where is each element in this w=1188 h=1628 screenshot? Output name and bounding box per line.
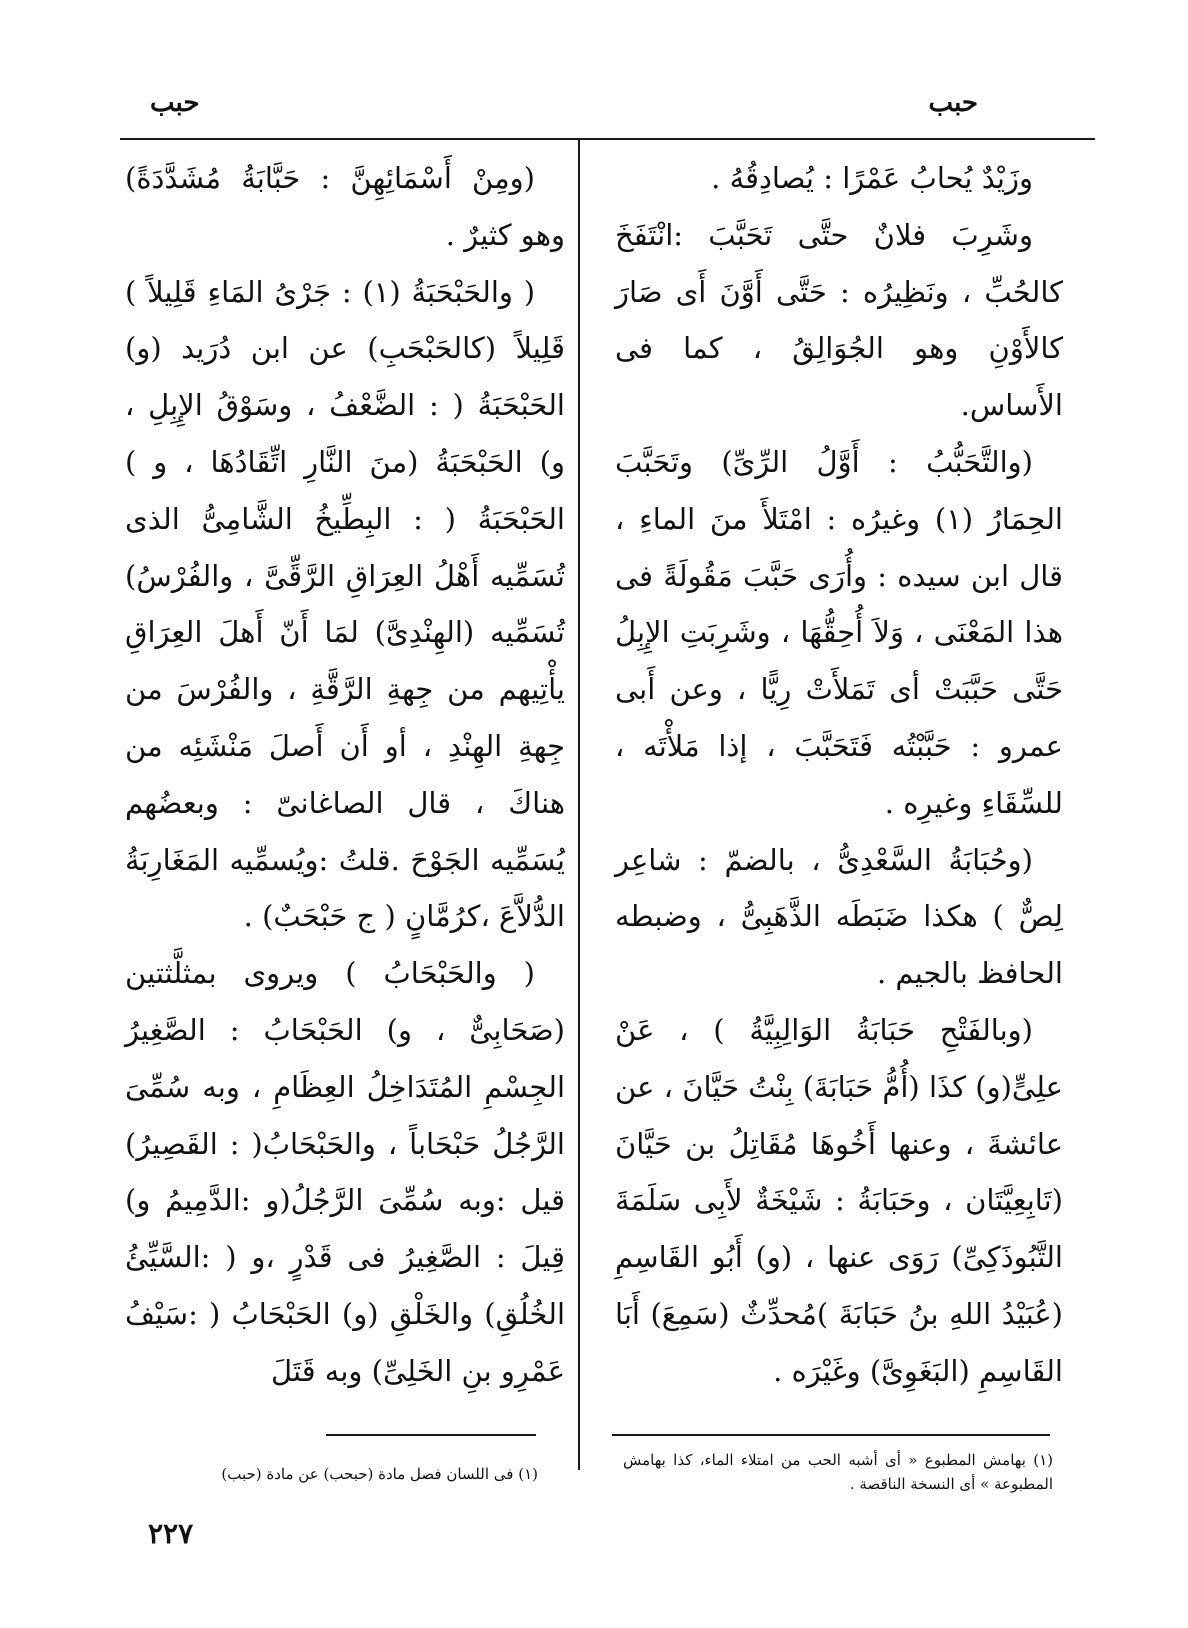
page-number: ٢٢٧ (148, 1517, 194, 1550)
paragraph: (وحُبَابَةُ السَّعْدِىُّ ، بالضمّ : شاعِر لِصٌّ ) هكذا ضَبَطَه الذَّهَبِىُّ ، وضبطه الحافظ بالجيم . (615, 842, 1063, 991)
paragraph: (ومِنْ أَسْمَائِهِنَّ : حَبَّابَةُ مُشَدَّدَةً) وهو كثيرٌ . (125, 161, 565, 252)
page-header-right: حبب (928, 88, 978, 118)
paragraph: وشَرِبَ فلانٌ حتَّى تَحَبَّبَ :انْتَفَخَ كالحُبِّ ، ونَظِيرُه : حَتَّى أَوَّنَ أَى صَارَ كالأَوْنِ وهو الجُوَالِقُ ، كما فى الأَساس. (615, 217, 1063, 423)
paragraph: ( والحَبْحَابُ ) ويروى بمثلَّثتين (صَحَابِىٌّ ، و) الحَبْحَابُ : الصَّغِيرُ الجِسْمِ المُتَدَاخِلُ العِظَامِ ، وبه سُمِّىَ الرَّجُلُ حَبْحَاباً ، والحَبْحَابُ( : القَصِيرُ) قيل :وبه سُمِّىَ الرَّجُلُ(و :الدَّمِيمُ و) قِيلَ : الصَّغِيرُ فى قَدْرٍ ،و ( :السَّيِّئُ الخُلُقِ) والخَلْقِ (و) الحَبْحَابُ ( :سَيْفُ عَمْرِو بنِ الخَلِىِّ) وبه قَتَلَ (125, 956, 565, 1388)
paragraph: (والتَّحَبُّبُ : أَوَّلُ الرِّىِّ) وتَحَبَّبَ الحِمَارُ (١) وغيرُه : امْتَلأَ منَ الماءِ ، قال ابن سيده : وأُرَى حَبَّبَ مَقُولَةً فى هذا المَعْنَى ، وَلاَ أُحِقُّهَا ، وشَرِبَتِ الإِبِلُ حَتَّى حَبَّبَتْ أى تَمَلأَتْ رِيًّا ، وعن أَبى عمرو : حَبَّبْتُه فَتَحَبَّبَ ، إذا مَلأْتَه ، للسِّقَاءِ وغيرِه . (615, 444, 1063, 820)
left-column (125, 150, 565, 1400)
paragraph: (وبالفَتْحِ حَبَابَةُ الوَالِبِيَّةُ ) ، عَنْ علِىٍّ(و) كذَا (أُمُّ حَبَابَةَ) بِنْتُ حَيَّانَ ، عن عائشةَ ، وعنها أَخُوهَا مُقَاتِلُ بن حَيَّانَ (تَابِعِيَّتَان ، وحَبَابَةُ : شَيْخَةٌ لأَبِى سَلَمَةَ التَّبُوذَكِىِّ) رَوَى عنها ، (و) أَبُو القَاسِمِ (عُبَيْدُ اللهِ بنُ حَبَابَةَ )مُحدِّثٌ (سَمِعَ) أَبَا القَاسِمِ (البَغَوِىَّ) وغَيْرَه . (615, 1012, 1063, 1388)
footnote-right: (١) بهامش المطبوع « أى أشبه الحب من امتلاء الماء، كذا بهامش المطبوعة » أى النسخة الناقصة . (623, 1451, 1053, 1493)
header-rule (120, 138, 1095, 140)
footnote-rule-left (326, 1434, 536, 1436)
footnote-left: (١) فى اللسان فصل مادة (حبحب) عن مادة (حبب) (221, 1465, 538, 1483)
column-divider (578, 140, 580, 1470)
paragraph: ( والحَبْحَبَةُ (١) : جَرْىُ المَاءِ قَلِيلاً ) قَلِيلاً (كالحَبْحَبِ) عن ابن دُرَيد (و) الحَبْحَبَةُ ( : الضَّعْفُ ، وسَوْقُ الإِبِلِ ، و) الحَبْحَبَةُ (منَ النَّارِ اتِّقَادُهَا ، و ) الحَبْحَبَةُ ( : البِطِّيخُ الشَّامِىُّ الذى تُسَمِّيه أَهْلُ العِرَاقِ الرَّقِّىَّ ، والفُرْسُ) تُسَمِّيه (الهِنْدِىَّ) لمَا أَنّ أَهلَ العِرَاقِ يأْتِيهم من جِهةِ الرَّقَّةِ ، والفُرْسَ من جِهةِ الهِنْدِ ، أو أَن أَصلَ مَنْشَئِه من هناكَ ، قال الصاغانىّ : وبعضُهم يُسَمِّيه الجَوْحَ .قلتُ :ويُسمِّيه المَغَارِبَةُ الدُّلاَّعَ ،كرُمَّانٍ ( ج حَبْحَبٌ) . (125, 274, 565, 934)
paragraph: وزَيْدٌ يُحابُ عَمْرًا : يُصادِقُهُ . (711, 161, 1033, 195)
footnote-rule-right (612, 1434, 1050, 1436)
page-header-left: حبب (150, 88, 200, 118)
right-column (615, 150, 1063, 1400)
